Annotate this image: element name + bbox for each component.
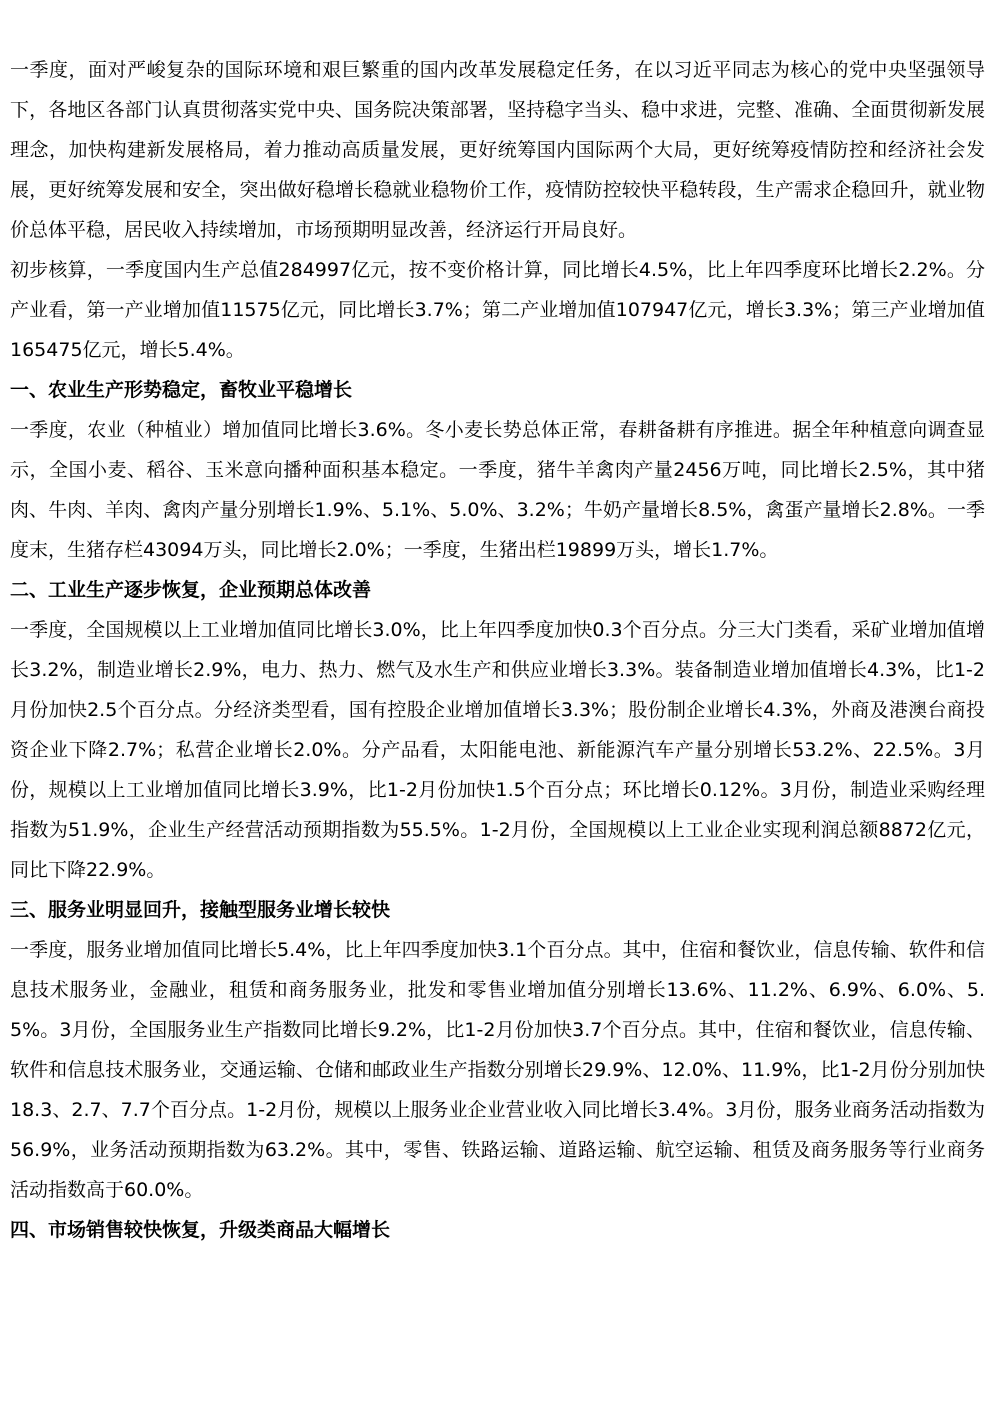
document-body <box>10 50 985 1250</box>
section-body-industry: 一季度，全国规模以上工业增加值同比增长3.0%，比上年四季度加快0.3个百分点。分三大门类看，采矿业增加值增长3.2%，制造业增长2.9%，电力、热力、燃气及水生产和供应业增长3.3%。装备制造业增加值增长4.3%，比1-2月份加快2.5个百分点。分经济类型看，国有控股企业增加值增长3.3%；股份制企业增长4.3%，外商及港澳台商投资企业下降2.7%；私营企业增长2.0%。分产品看，太阳能电池、新能源汽车产量分别增长53.2%、22.5%。3月份，规模以上工业增加值同比增长3.9%，比1-2月份加快1.5个百分点；环比增长0.12%。3月份，制造业采购经理指数为51.9%，企业生产经营活动预期指数为55.5%。1-2月份，全国规模以上工业企业实现利润总额8872亿元，同比下降22.9%。 <box>10 619 985 881</box>
section-heading-agriculture: 一、农业生产形势稳定，畜牧业平稳增长 <box>10 379 353 401</box>
section-heading-industry: 二、工业生产逐步恢复，企业预期总体改善 <box>10 579 372 601</box>
section-heading-retail: 四、市场销售较快恢复，升级类商品大幅增长 <box>10 1219 391 1241</box>
intro-paragraph: 一季度，面对严峻复杂的国际环境和艰巨繁重的国内改革发展稳定任务，在以习近平同志为核心的党中央坚强领导下，各地区各部门认真贯彻落实党中央、国务院决策部署，坚持稳字当头、稳中求进，完整、准确、全面贯彻新发展理念，加快构建新发展格局，着力推动高质量发展，更好统筹国内国际两个大局，更好统筹疫情防控和经济社会发展，更好统筹发展和安全，突出做好稳增长稳就业稳物价工作，疫情防控较快平稳转段，生产需求企稳回升，就业物价总体平稳，居民收入持续增加，市场预期明显改善，经济运行开局良好。 <box>10 59 985 241</box>
section-body-services: 一季度，服务业增加值同比增长5.4%，比上年四季度加快3.1个百分点。其中，住宿和餐饮业，信息传输、软件和信息技术服务业，金融业，租赁和商务服务业，批发和零售业增加值分别增长13.6%、11.2%、6.9%、6.0%、5.5%。3月份，全国服务业生产指数同比增长9.2%，比1-2月份加快3.7个百分点。其中，住宿和餐饮业，信息传输、软件和信息技术服务业，交通运输、仓储和邮政业生产指数分别增长29.9%、12.0%、11.9%，比1-2月份分别加快18.3、2.7、7.7个百分点。1-2月份，规模以上服务业企业营业收入同比增长3.4%。3月份，服务业商务活动指数为56.9%，业务活动预期指数为63.2%。其中，零售、铁路运输、道路运输、航空运输、租赁及商务服务等行业商务活动指数高于60.0%。 <box>10 939 985 1201</box>
section-body-agriculture: 一季度，农业（种植业）增加值同比增长3.6%。冬小麦长势总体正常，春耕备耕有序推进。据全年种植意向调查显示，全国小麦、稻谷、玉米意向播种面积基本稳定。一季度，猪牛羊禽肉产量2456万吨，同比增长2.5%，其中猪肉、牛肉、羊肉、禽肉产量分别增长1.9%、5.1%、5.0%、3.2%；牛奶产量增长8.5%，禽蛋产量增长2.8%。一季度末，生猪存栏43094万头，同比增长2.0%；一季度，生猪出栏19899万头，增长1.7%。 <box>10 419 985 561</box>
gdp-summary-paragraph: 初步核算，一季度国内生产总值284997亿元，按不变价格计算，同比增长4.5%，比上年四季度环比增长2.2%。分产业看，第一产业增加值11575亿元，同比增长3.7%；第二产业增加值107947亿元，增长3.3%；第三产业增加值165475亿元，增长5.4%。 <box>10 259 985 361</box>
section-heading-services: 三、服务业明显回升，接触型服务业增长较快 <box>10 899 391 921</box>
